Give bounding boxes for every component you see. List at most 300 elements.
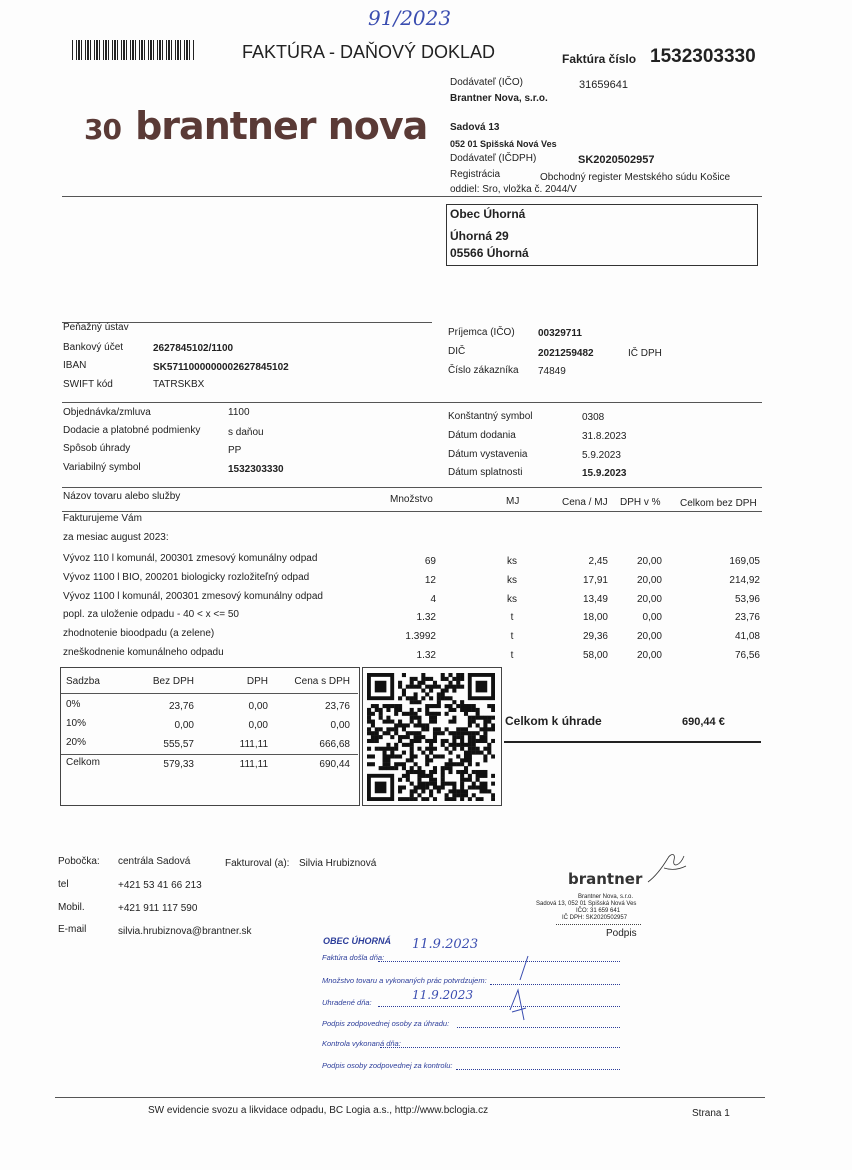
qr-module: [398, 797, 402, 801]
qr-module: [452, 789, 456, 793]
vat-summary-cell: Celkom: [66, 757, 100, 768]
qr-module: [390, 704, 394, 708]
barcode-bar: [141, 40, 143, 60]
qr-module: [367, 716, 371, 720]
qr-module: [429, 770, 433, 774]
qr-module: [429, 778, 433, 782]
qr-module: [441, 743, 445, 747]
qr-module: [476, 751, 480, 755]
vat-summary-cell: 0,00: [330, 720, 350, 731]
qr-module: [476, 774, 480, 778]
barcode-bar: [90, 40, 91, 60]
qr-module: [425, 754, 429, 758]
barcode-bar: [171, 40, 172, 60]
swift-label: SWIFT kód: [63, 379, 113, 390]
qr-module: [406, 797, 410, 801]
qr-module: [383, 720, 387, 724]
receipt-stamp-dotted-line: [380, 1047, 620, 1048]
delivery-date-label: Dátum dodania: [448, 430, 516, 441]
qr-module: [386, 727, 390, 731]
recipient-ico: 00329711: [538, 328, 582, 339]
qr-module: [386, 766, 390, 770]
qr-module: [456, 793, 460, 797]
qr-module: [406, 774, 410, 778]
qr-module: [410, 793, 414, 797]
item-vat: 20,00: [636, 650, 662, 661]
vat-summary-cell: 0,00: [248, 720, 268, 731]
qr-module: [464, 708, 468, 712]
qr-module: [441, 692, 445, 696]
qr-module: [433, 727, 437, 731]
qr-module: [425, 692, 429, 696]
qr-module: [417, 685, 421, 689]
qr-module: [456, 754, 460, 758]
qr-module: [414, 692, 418, 696]
supplier-icdph-label: Dodávateľ (IČDPH): [450, 153, 537, 164]
qr-module: [402, 797, 406, 801]
qr-module: [394, 727, 398, 731]
customer-number-label: Číslo zákazníka: [448, 365, 519, 376]
qr-module: [421, 735, 425, 739]
ks-label: Konštantný symbol: [448, 411, 533, 422]
qr-module: [390, 735, 394, 739]
vs-label: Variabilný symbol: [63, 462, 141, 473]
qr-module: [491, 797, 495, 801]
qr-module: [414, 685, 418, 689]
qr-module: [414, 735, 418, 739]
qr-module: [414, 731, 418, 735]
qr-module: [445, 762, 449, 766]
handwritten-initials: [490, 950, 550, 1040]
qr-module: [425, 739, 429, 743]
qr-module: [468, 731, 472, 735]
barcode-bar: [168, 40, 170, 60]
customer-number: 74849: [538, 366, 566, 377]
qr-module: [417, 720, 421, 724]
vat-summary-cell: 579,33: [163, 759, 194, 770]
qr-module: [472, 708, 476, 712]
qr-module: [390, 747, 394, 751]
qr-module: [394, 766, 398, 770]
document-title: FAKTÚRA - DAŇOVÝ DOKLAD: [242, 42, 496, 62]
qr-module: [410, 770, 414, 774]
handwritten-paid-date: 11.9.2023: [412, 988, 474, 1002]
qr-module: [460, 685, 464, 689]
qr-module: [460, 793, 464, 797]
recipient-dic: 2021259482: [538, 348, 594, 359]
qr-module: [483, 758, 487, 762]
qr-module: [383, 766, 387, 770]
qr-module: [410, 681, 414, 685]
qr-module: [464, 743, 468, 747]
barcode-bar: [193, 40, 194, 60]
qr-module: [483, 739, 487, 743]
qr-module: [441, 785, 445, 789]
supplier-ico: 31659641: [579, 79, 628, 91]
qr-module: [425, 712, 429, 716]
recipient-ico-label: Príjemca (IČO): [448, 327, 515, 338]
barcode-bar: [85, 40, 86, 60]
qr-module: [394, 723, 398, 727]
item-vat: 0,00: [642, 612, 662, 623]
barcode-bar: [135, 40, 136, 60]
qr-module: [390, 720, 394, 724]
col-total-header: Celkom bez DPH: [680, 498, 757, 509]
item-vat: 20,00: [636, 631, 662, 642]
qr-module: [491, 774, 495, 778]
qr-module: [487, 747, 491, 751]
qr-module: [398, 754, 402, 758]
qr-module: [476, 785, 480, 789]
qr-module: [410, 720, 414, 724]
qr-module: [476, 747, 480, 751]
item-qty: 4: [430, 594, 436, 605]
qr-module: [410, 700, 414, 704]
barcode-bar: [112, 40, 113, 60]
customer-name: Obec Úhorná: [450, 207, 526, 221]
qr-module: [429, 774, 433, 778]
handwritten-signature: [640, 848, 690, 888]
barcode-bar: [159, 40, 161, 60]
qr-module: [445, 797, 449, 801]
signature-line: [556, 924, 641, 926]
item-qty: 1.3992: [405, 631, 436, 642]
qr-module: [414, 700, 418, 704]
qr-module: [433, 797, 437, 801]
qr-module: [456, 789, 460, 793]
vat-summary-cell: 555,57: [163, 739, 194, 750]
vat-summary-header: Bez DPH: [152, 676, 194, 687]
qr-module: [468, 774, 472, 778]
qr-module: [452, 708, 456, 712]
barcode-bar: [105, 40, 107, 60]
qr-module: [406, 778, 410, 782]
vat-summary-header: Cena s DPH: [294, 676, 350, 687]
qr-module: [468, 716, 472, 720]
qr-module: [394, 704, 398, 708]
barcode-bar: [130, 40, 131, 60]
item-price: 58,00: [582, 650, 608, 661]
qr-module: [491, 793, 495, 797]
receipt-stamp-line: Uhradené dňa:: [322, 998, 372, 1007]
qr-module: [425, 797, 429, 801]
vat-summary-header: DPH: [246, 676, 268, 687]
qr-module: [437, 696, 441, 700]
qr-module: [468, 739, 472, 743]
qr-module: [487, 720, 491, 724]
qr-module: [476, 797, 480, 801]
qr-module: [445, 677, 449, 681]
item-total: 41,08: [734, 631, 760, 642]
qr-module: [421, 673, 425, 677]
qr-module: [460, 677, 464, 681]
qr-module: [375, 731, 379, 735]
qr-module: [460, 758, 464, 762]
qr-module: [402, 673, 406, 677]
item-name: Vývoz 1100 l BIO, 200201 biologicky rozložiteľný odpad: [63, 572, 310, 583]
qr-module: [452, 797, 456, 801]
qr-module: [406, 735, 410, 739]
qr-module: [367, 754, 371, 758]
invoiced-by: Silvia Hrubiznová: [299, 858, 377, 869]
qr-module: [487, 704, 491, 708]
barcode-bar: [87, 40, 89, 60]
qr-module: [437, 712, 441, 716]
qr-module: [448, 681, 452, 685]
qr-module: [367, 708, 371, 712]
qr-module: [425, 708, 429, 712]
qr-module: [433, 770, 437, 774]
items-intro-line: Fakturujeme Vám: [63, 513, 142, 524]
qr-module: [425, 723, 429, 727]
footer-software: SW evidencie svozu a likvidace odpadu, BC Logia a.s., http://www.bclogia.cz: [148, 1105, 489, 1116]
qr-module: [448, 762, 452, 766]
qr-module: [452, 747, 456, 751]
qr-module: [479, 770, 483, 774]
barcode-bar: [157, 40, 158, 60]
qr-module: [445, 689, 449, 693]
item-total: 76,56: [734, 650, 760, 661]
qr-module: [421, 789, 425, 793]
qr-module: [472, 704, 476, 708]
qr-module: [491, 727, 495, 731]
qr-module: [414, 754, 418, 758]
qr-module: [472, 743, 476, 747]
qr-module: [410, 743, 414, 747]
qr-module: [456, 704, 460, 708]
qr-module: [479, 739, 483, 743]
item-price: 2,45: [588, 556, 608, 567]
qr-module: [468, 743, 472, 747]
qr-module: [448, 751, 452, 755]
qr-module: [460, 770, 464, 774]
qr-module: [429, 739, 433, 743]
total-due-label: Celkom k úhrade: [505, 714, 602, 728]
qr-module: [441, 778, 445, 782]
barcode-bar: [121, 40, 122, 60]
qr-module: [448, 720, 452, 724]
recipient-icdph-label: IČ DPH: [628, 348, 662, 359]
vat-summary-cell: 111,11: [239, 739, 268, 750]
qr-module: [476, 723, 480, 727]
stamp-line: IČ DPH: SK2020502957: [562, 915, 628, 921]
qr-module: [448, 708, 452, 712]
qr-module: [476, 731, 480, 735]
qr-module: [417, 785, 421, 789]
qr-module: [460, 704, 464, 708]
qr-module: [452, 677, 456, 681]
qr-module: [452, 743, 456, 747]
payment-label: Spôsob úhrady: [63, 443, 131, 454]
qr-module: [460, 743, 464, 747]
qr-module: [468, 708, 472, 712]
qr-module: [472, 793, 476, 797]
qr-module: [452, 762, 456, 766]
stamp-line: Brantner Nova, s.r.o.: [578, 894, 634, 900]
qr-module: [421, 677, 425, 681]
barcode-bar: [114, 40, 116, 60]
due-date-label: Dátum splatnosti: [448, 467, 523, 478]
qr-module: [410, 754, 414, 758]
qr-module: [472, 739, 476, 743]
item-unit: t: [510, 612, 514, 623]
qr-module: [429, 751, 433, 755]
qr-module: [433, 785, 437, 789]
qr-module: [398, 789, 402, 793]
qr-module: [483, 727, 487, 731]
qr-module: [410, 782, 414, 786]
qr-module: [398, 785, 402, 789]
qr-module: [383, 751, 387, 755]
qr-module: [476, 778, 480, 782]
payment-value: PP: [228, 445, 242, 456]
qr-module: [433, 747, 437, 751]
customer-city: 05566 Úhorná: [450, 246, 529, 260]
qr-module: [479, 716, 483, 720]
qr-module: [468, 758, 472, 762]
qr-module: [456, 735, 460, 739]
stamp-line: Sadová 13, 052 01 Spišská Nová Ves: [536, 901, 637, 907]
qr-module: [414, 723, 418, 727]
qr-module: [437, 692, 441, 696]
qr-module: [472, 747, 476, 751]
qr-module: [472, 770, 476, 774]
qr-module: [375, 747, 379, 751]
qr-module: [437, 727, 441, 731]
qr-module: [429, 712, 433, 716]
qr-module: [456, 681, 460, 685]
item-name: zhodnotenie bioodpadu (a zelene): [63, 628, 215, 639]
qr-module: [417, 747, 421, 751]
qr-module: [479, 789, 483, 793]
qr-module: [394, 754, 398, 758]
qr-module: [402, 692, 406, 696]
qr-module: [468, 735, 472, 739]
qr-module: [410, 677, 414, 681]
qr-module: [483, 782, 487, 786]
qr-module: [456, 673, 460, 677]
qr-module: [464, 704, 468, 708]
barcode-bar: [72, 40, 73, 60]
qr-module: [425, 704, 429, 708]
qr-module: [410, 708, 414, 712]
invoice-number: 1532303330: [650, 46, 756, 67]
qr-module: [437, 754, 441, 758]
qr-module: [390, 751, 394, 755]
qr-module: [460, 727, 464, 731]
qr-module: [414, 696, 418, 700]
qr-module: [491, 708, 495, 712]
qr-module: [386, 762, 390, 766]
ks-value: 0308: [582, 412, 605, 423]
qr-module: [448, 685, 452, 689]
qr-module: [483, 716, 487, 720]
items-intro-line: za mesiac august 2023:: [63, 532, 169, 543]
qr-module: [398, 739, 402, 743]
qr-module: [441, 770, 445, 774]
qr-module: [371, 712, 375, 716]
logo-brand: brantner nova: [135, 104, 428, 148]
item-name: Vývoz 1100 l komunál, 200301 zmesový komunálny odpad: [63, 591, 323, 602]
qr-module: [425, 758, 429, 762]
qr-module: [386, 743, 390, 747]
qr-module: [375, 704, 379, 708]
qr-module: [460, 731, 464, 735]
qr-module: [429, 720, 433, 724]
qr-module: [410, 696, 414, 700]
logo-anniversary: 30: [84, 113, 121, 146]
barcode-bar: [117, 40, 118, 60]
qr-module: [468, 747, 472, 751]
qr-module: [414, 785, 418, 789]
vat-summary-cell: 666,68: [319, 739, 350, 750]
supplier-city: 052 01 Spišská Nová Ves: [450, 139, 557, 149]
qr-module: [417, 778, 421, 782]
qr-module: [421, 751, 425, 755]
col-unit-header: MJ: [506, 496, 520, 507]
invoice-number-label: Faktúra číslo: [562, 52, 637, 66]
qr-module: [479, 751, 483, 755]
qr-module: [487, 743, 491, 747]
qr-module: [456, 743, 460, 747]
qr-module: [441, 766, 445, 770]
item-qty: 1.32: [416, 612, 436, 623]
qr-module: [367, 720, 371, 724]
supplier-name: Brantner Nova, s.r.o.: [450, 93, 548, 104]
vat-summary-header: Sadzba: [66, 676, 100, 687]
qr-module: [414, 677, 418, 681]
qr-module: [410, 685, 414, 689]
qr-module: [429, 789, 433, 793]
qr-module: [448, 770, 452, 774]
qr-module: [367, 762, 371, 766]
qr-module: [483, 735, 487, 739]
qr-module: [406, 770, 410, 774]
qr-module: [406, 712, 410, 716]
barcode-bar: [153, 40, 154, 60]
qr-module: [383, 762, 387, 766]
qr-module: [460, 700, 464, 704]
qr-module: [410, 731, 414, 735]
qr-module: [487, 727, 491, 731]
qr-module: [483, 774, 487, 778]
qr-module: [452, 720, 456, 724]
handwritten-received-date: 11.9.2023: [412, 937, 479, 952]
qr-module: [367, 747, 371, 751]
qr-module: [468, 720, 472, 724]
brantner-30-logo: [84, 104, 427, 148]
qr-module: [417, 731, 421, 735]
qr-module: [433, 754, 437, 758]
qr-module: [421, 681, 425, 685]
qr-module: [452, 793, 456, 797]
qr-module: [437, 700, 441, 704]
qr-module: [468, 785, 472, 789]
qr-module: [379, 747, 383, 751]
qr-module: [472, 782, 476, 786]
qr-module: [441, 696, 445, 700]
qr-module: [367, 739, 371, 743]
item-qty: 1.32: [416, 650, 436, 661]
qr-module: [410, 739, 414, 743]
qr-module: [456, 770, 460, 774]
terms-label: Dodacie a platobné podmienky: [63, 425, 201, 436]
qr-module: [371, 731, 375, 735]
qr-module: [421, 723, 425, 727]
qr-module: [464, 789, 468, 793]
col-name-header: Názov tovaru alebo služby: [63, 491, 181, 502]
qr-module: [429, 716, 433, 720]
